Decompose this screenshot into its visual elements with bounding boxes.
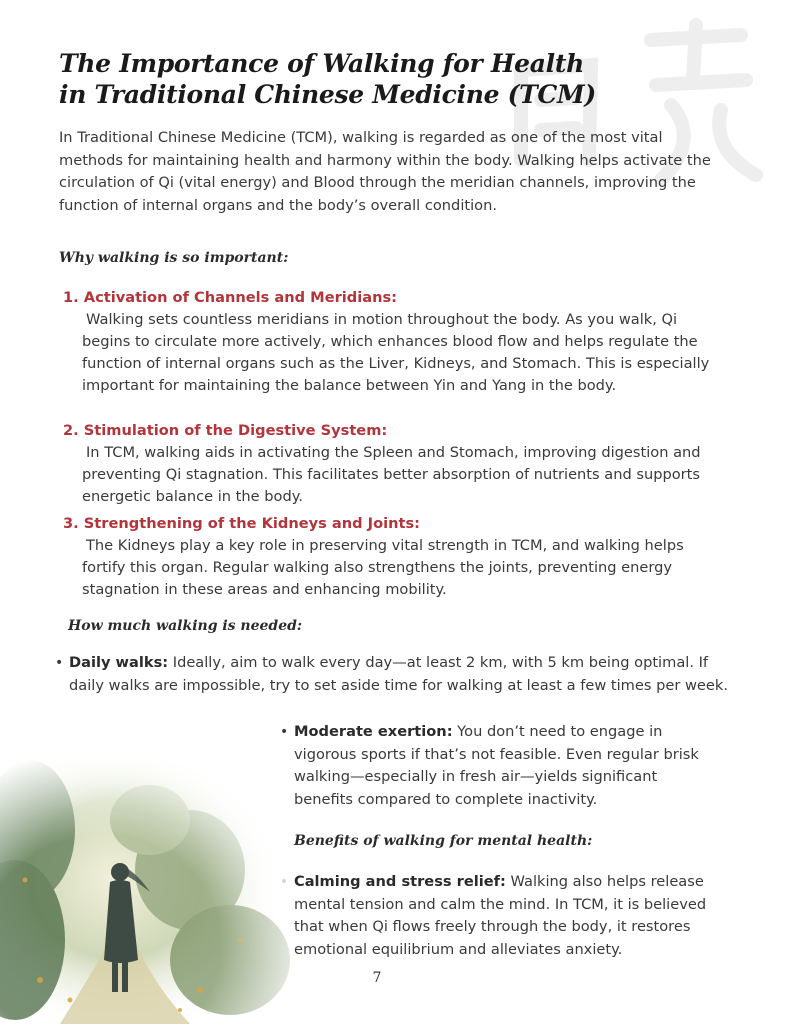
walking-figure-illustration [0, 760, 290, 1024]
item-title-text: Activation of Channels and Meridians: [83, 289, 397, 306]
bullet-dot-icon: • [280, 724, 289, 740]
bullet-text: Walking also helps release mental tension and calm the mind. In TCM, it is believed that when Qi flows freely through the body, it restores emotional equilibrium and alleviates anxiety. [294, 873, 707, 958]
list-item [294, 871, 724, 961]
page-title: The Importance of Walking for Health in Traditional Chinese Medicine (TCM) [59, 49, 596, 109]
why-heading: Why walking is so important: [59, 250, 289, 266]
item-body: In TCM, walking aids in activating the Spleen and Stomach, improving digestion and preventing Qi stagnation. This facilitates better absorption of nutrients and supports energetic balance in the body. [82, 444, 701, 505]
intro-paragraph: In Traditional Chinese Medicine (TCM), walking is regarded as one of the most vital methods for maintaining health and harmony within the body. Walking helps activate the circulation of Qi (vital energy) and Blood through the meridian channels, improving the function of internal organs and the body’s overall condition. [59, 129, 711, 214]
bullet-label: Moderate exertion: [294, 723, 453, 740]
how-heading: How much walking is needed: [68, 618, 303, 634]
list-item [55, 652, 729, 697]
item-body: Walking sets countless meridians in motion throughout the body. As you walk, Qi begins to circulate more actively, which enhances blood flow and helps regulate the function of internal organs such as the Liver, Kidneys, and Stomach. This is especially important for maintaining the balance between Yin and Yang in the body. [82, 311, 710, 394]
item-number: 3. [63, 515, 79, 532]
page-number: 7 [372, 970, 382, 986]
bullet-label: Daily walks: [69, 654, 169, 671]
item-title-text: Strengthening of the Kidneys and Joints: [83, 515, 421, 532]
bullet-text: You don’t need to engage in vigorous sports if that’s not feasible. Even regular brisk walking—especially in fresh air—yields significant benefits compared to complete inactivity. [294, 723, 699, 808]
list-item [280, 721, 714, 811]
bullet-text: Ideally, aim to walk every day—at least 2 km, with 5 km being optimal. If daily walks are impossible, try to set aside time for walking at least a few times per week. [69, 654, 728, 694]
item-body: The Kidneys play a key role in preserving vital strength in TCM, and walking helps fortify this organ. Regular walking also strengthens the joints, preventing energy stagnation in these areas and enhancing mobility. [82, 537, 684, 598]
item-number: 2. [63, 422, 79, 439]
item-title [63, 513, 420, 535]
bullet-dot-icon: • [55, 655, 64, 671]
item-title-text: Stimulation of the Digestive System: [83, 422, 388, 439]
benefits-heading: Benefits of walking for mental health: [294, 833, 593, 849]
item-title [63, 420, 387, 442]
bullet-label: Calming and stress relief: [294, 873, 506, 890]
item-number: 1. [63, 289, 79, 306]
item-title [63, 287, 397, 309]
